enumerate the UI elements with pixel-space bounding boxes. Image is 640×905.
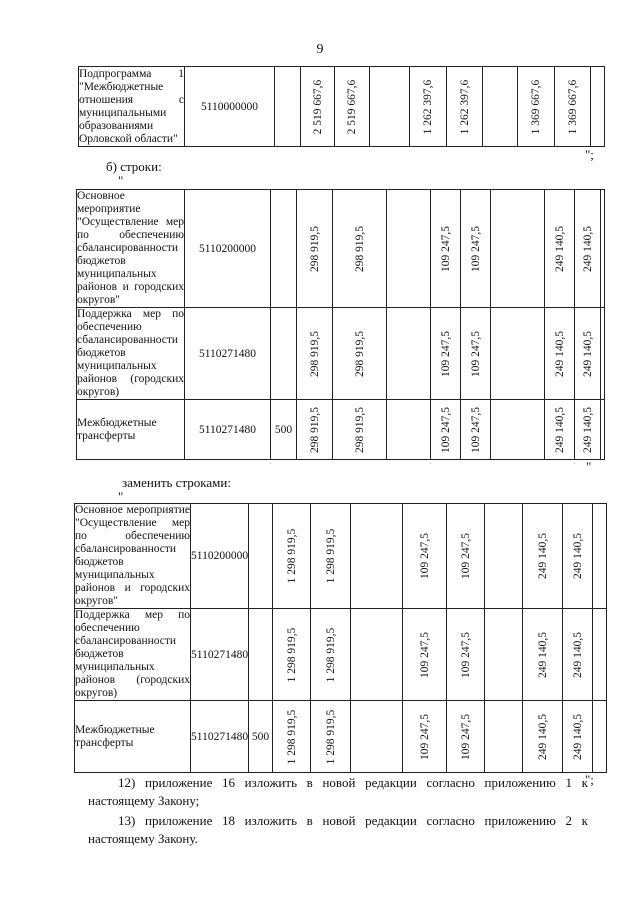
row-vr: 500 bbox=[249, 701, 273, 773]
value-cell: 298 919,5 bbox=[333, 308, 387, 400]
value-cell: 298 919,5 bbox=[297, 308, 333, 400]
section-label-b: б) строки: bbox=[106, 159, 162, 174]
paragraph-12: 12) приложение 16 изложить в новой редакции согласно приложению 1 к настоящему Закону; bbox=[88, 775, 588, 808]
value-cell: 249 140,5 bbox=[545, 190, 575, 308]
value-cell: 109 247,5 bbox=[447, 701, 485, 773]
page-number: 9 bbox=[316, 42, 324, 57]
replace-label: заменить строками: bbox=[122, 475, 231, 490]
row-vr bbox=[249, 609, 273, 701]
value-cell bbox=[601, 400, 605, 460]
value-cell bbox=[491, 308, 545, 400]
table-row bbox=[79, 67, 605, 147]
value-cell bbox=[591, 67, 605, 147]
value-cell: 1 298 919,5 bbox=[311, 701, 351, 773]
value-cell: 249 140,5 bbox=[563, 701, 593, 773]
row-name: Межбюджетные трансферты bbox=[77, 400, 185, 460]
table-row bbox=[75, 504, 607, 609]
row-name: Поддержка мер по обеспечению сбалансированности бюджетов муниципальных районов (городских округов) bbox=[77, 308, 184, 398]
table-old-rows bbox=[76, 189, 605, 460]
row-code: 5110000000 bbox=[185, 67, 275, 147]
value-cell: 1 298 919,5 bbox=[273, 609, 311, 701]
value-cell: 1 262 397,6 bbox=[447, 67, 483, 147]
value-cell: 249 140,5 bbox=[523, 504, 563, 609]
value-cell bbox=[593, 609, 607, 701]
row-vr bbox=[271, 308, 297, 400]
value-cell bbox=[387, 190, 431, 308]
table-row bbox=[77, 308, 605, 400]
value-cell bbox=[491, 400, 545, 460]
table-subprogram bbox=[78, 66, 605, 147]
row-code: 5110271480 bbox=[191, 701, 249, 773]
value-cell bbox=[593, 701, 607, 773]
row-name: Основное мероприятие "Осуществление мер по обеспечению сбалансированности бюджетов муниципальных районов и городских округов" bbox=[75, 504, 190, 607]
value-cell bbox=[370, 67, 410, 147]
row-name: Подпрограмма 1 "Межбюджетные отношения с муниципальными образованиями Орловской области" bbox=[79, 67, 184, 145]
value-cell bbox=[485, 504, 523, 609]
opening-quote: " bbox=[118, 489, 124, 504]
value-cell: 1 298 919,5 bbox=[273, 504, 311, 609]
value-cell: 109 247,5 bbox=[461, 400, 491, 460]
closing-quote: "; bbox=[585, 147, 594, 162]
value-cell: 109 247,5 bbox=[403, 701, 447, 773]
value-cell: 1 369 667,6 bbox=[555, 67, 591, 147]
table-row bbox=[77, 190, 605, 308]
value-cell: 249 140,5 bbox=[563, 504, 593, 609]
value-cell bbox=[485, 609, 523, 701]
value-cell bbox=[483, 67, 518, 147]
value-cell bbox=[601, 308, 605, 400]
row-code: 5110200000 bbox=[191, 504, 249, 609]
value-cell: 1 298 919,5 bbox=[311, 609, 351, 701]
value-cell: 2 519 667,6 bbox=[301, 67, 335, 147]
row-vr bbox=[275, 67, 301, 147]
table-new-rows bbox=[74, 503, 607, 773]
value-cell bbox=[601, 190, 605, 308]
value-cell: 109 247,5 bbox=[403, 504, 447, 609]
table-row bbox=[77, 400, 605, 460]
value-cell: 109 247,5 bbox=[447, 609, 485, 701]
value-cell: 249 140,5 bbox=[523, 609, 563, 701]
value-cell: 249 140,5 bbox=[575, 400, 601, 460]
row-code: 5110200000 bbox=[185, 190, 271, 308]
row-name: Основное мероприятие "Осуществление мер по обеспечению сбалансированности бюджетов муниципальных районов и городских округов" bbox=[77, 190, 184, 306]
value-cell: 1 298 919,5 bbox=[311, 504, 351, 609]
value-cell: 298 919,5 bbox=[297, 400, 333, 460]
value-cell: 298 919,5 bbox=[333, 190, 387, 308]
value-cell bbox=[387, 308, 431, 400]
value-cell bbox=[485, 701, 523, 773]
value-cell: 298 919,5 bbox=[297, 190, 333, 308]
value-cell bbox=[351, 504, 403, 609]
row-code: 5110271480 bbox=[185, 308, 271, 400]
value-cell: 109 247,5 bbox=[431, 400, 461, 460]
table-row bbox=[75, 701, 607, 773]
value-cell: 109 247,5 bbox=[447, 504, 485, 609]
paragraph-13: 13) приложение 18 изложить в новой редакции согласно приложению 2 к настоящему Закону. bbox=[88, 813, 588, 846]
table-row bbox=[75, 609, 607, 701]
row-code: 5110271480 bbox=[191, 609, 249, 701]
value-cell: 249 140,5 bbox=[575, 308, 601, 400]
value-cell: 1 298 919,5 bbox=[273, 701, 311, 773]
value-cell: 1 369 667,6 bbox=[518, 67, 555, 147]
value-cell: 109 247,5 bbox=[403, 609, 447, 701]
value-cell: 1 262 397,6 bbox=[410, 67, 447, 147]
value-cell: 109 247,5 bbox=[431, 190, 461, 308]
closing-quote: "; bbox=[585, 772, 594, 787]
value-cell bbox=[351, 609, 403, 701]
row-vr: 500 bbox=[271, 400, 297, 460]
value-cell: 298 919,5 bbox=[333, 400, 387, 460]
value-cell: 109 247,5 bbox=[461, 190, 491, 308]
value-cell: 2 519 667,6 bbox=[335, 67, 370, 147]
value-cell: 249 140,5 bbox=[563, 609, 593, 701]
value-cell: 249 140,5 bbox=[575, 190, 601, 308]
row-name: Межбюджетные трансферты bbox=[75, 701, 191, 773]
opening-quote: " bbox=[118, 173, 124, 188]
row-vr bbox=[271, 190, 297, 308]
value-cell: 109 247,5 bbox=[431, 308, 461, 400]
row-code: 5110271480 bbox=[185, 400, 271, 460]
value-cell bbox=[593, 504, 607, 609]
value-cell: 249 140,5 bbox=[545, 308, 575, 400]
value-cell: 109 247,5 bbox=[461, 308, 491, 400]
value-cell bbox=[387, 400, 431, 460]
value-cell: 249 140,5 bbox=[545, 400, 575, 460]
value-cell bbox=[491, 190, 545, 308]
row-name: Поддержка мер по обеспечению сбалансированности бюджетов муниципальных районов (городских округов) bbox=[75, 609, 190, 699]
value-cell: 249 140,5 bbox=[523, 701, 563, 773]
value-cell bbox=[351, 701, 403, 773]
closing-quote: " bbox=[586, 459, 592, 474]
row-vr bbox=[249, 504, 273, 609]
